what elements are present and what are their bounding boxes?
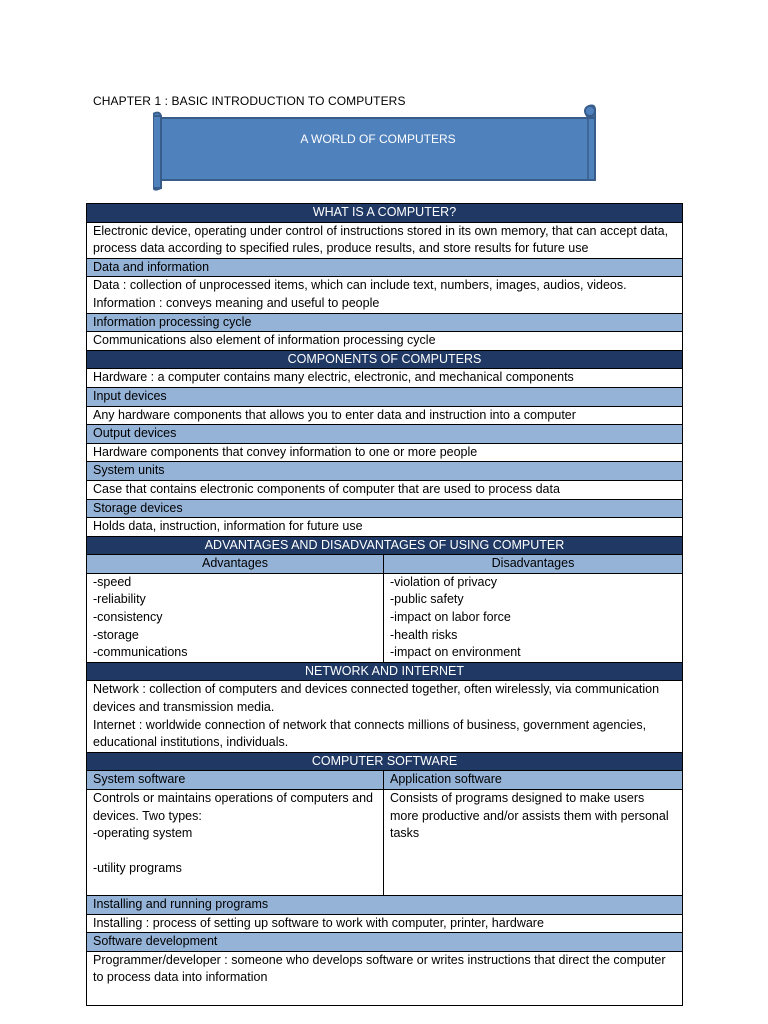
software-descriptions [87,790,682,896]
list-item: -communications [93,645,188,660]
chapter-title: CHAPTER 1 : BASIC INTRODUCTION TO COMPUTERS [93,94,406,108]
advantages-label: Advantages [87,555,384,573]
network-text [87,681,682,752]
label-data-information: Data and information [87,259,682,278]
section-header-network: NETWORK AND INTERNET [87,663,682,682]
input-devices-text: Any hardware components that allows you to enter data and instruction into a computer [87,407,682,426]
application-software-text: Consists of programs designed to make users more productive and/or assists them with personal tasks [384,790,682,895]
section-header-components: COMPONENTS OF COMPUTERS [87,351,682,370]
section-header-what-is: WHAT IS A COMPUTER? [87,204,682,223]
label-system-units: System units [87,462,682,481]
computer-definition: Electronic device, operating under control of instructions stored in its own memory, that can accept data, process data according to specified rules, produce results, and store results for future use [87,223,682,259]
installing-text: Installing : process of setting up software to work with computer, printer, hardware [87,915,682,934]
banner-title: A WORLD OF COMPUTERS [300,132,456,146]
software-development-text [87,952,682,1005]
label-input-devices: Input devices [87,388,682,407]
data-definition: Data : collection of unprocessed items, which can include text, numbers, images, audios, videos. [93,278,627,293]
list-item: -health risks [390,627,458,642]
list-item: -speed [93,574,132,589]
storage-devices-text: Holds data, instruction, information for future use [87,518,682,537]
scroll-banner-shape [153,104,603,194]
summary-table [86,203,683,1006]
section-header-adv-disadv: ADVANTAGES AND DISADVANTAGES OF USING COMPUTER [87,537,682,556]
disadvantages-list [384,574,682,662]
label-output-devices: Output devices [87,425,682,444]
hardware-text: Hardware : a computer contains many electric, electronic, and mechanical components [87,369,682,388]
list-item: -storage [93,627,139,642]
system-software-label: System software [87,771,384,789]
adv-disadv-lists [87,574,682,663]
system-type-operating: -operating system [93,826,193,841]
list-item: -reliability [93,592,146,607]
developer-definition: Programmer/developer : someone who develops software or writes instructions that direct the computer to process data into information [93,952,666,985]
software-labels [87,771,682,790]
processing-cycle-text: Communications also element of information processing cycle [87,332,682,351]
information-definition: Information : conveys meaning and useful to people [93,295,380,310]
list-item: -violation of privacy [390,574,497,589]
system-type-utility: -utility programs [93,861,182,876]
label-software-development: Software development [87,933,682,952]
label-storage-devices: Storage devices [87,500,682,519]
section-header-software: COMPUTER SOFTWARE [87,753,682,772]
label-installing: Installing and running programs [87,896,682,915]
label-processing-cycle: Information processing cycle [87,314,682,333]
list-item: -impact on environment [390,645,521,660]
advantages-list [87,574,384,662]
internet-definition: Internet : worldwide connection of network that connects millions of business, government agencies, educational institutions, individuals. [93,717,647,750]
network-definition: Network : collection of computers and devices connected together, often wirelessly, via communication devices and transmission media. [93,682,660,715]
data-information-text [87,277,682,313]
system-software-text [87,790,384,895]
application-software-label: Application software [384,771,682,789]
system-software-description: Controls or maintains operations of computers and devices. Two types: [93,791,374,823]
list-item: -impact on labor force [390,610,511,625]
adv-disadv-labels [87,555,682,574]
list-item: -public safety [390,592,464,607]
title-banner [153,104,595,190]
list-item: -consistency [93,610,163,625]
output-devices-text: Hardware components that convey information to one or more people [87,444,682,463]
disadvantages-label: Disadvantages [384,555,682,573]
system-units-text: Case that contains electronic components of computer that are used to process data [87,481,682,500]
